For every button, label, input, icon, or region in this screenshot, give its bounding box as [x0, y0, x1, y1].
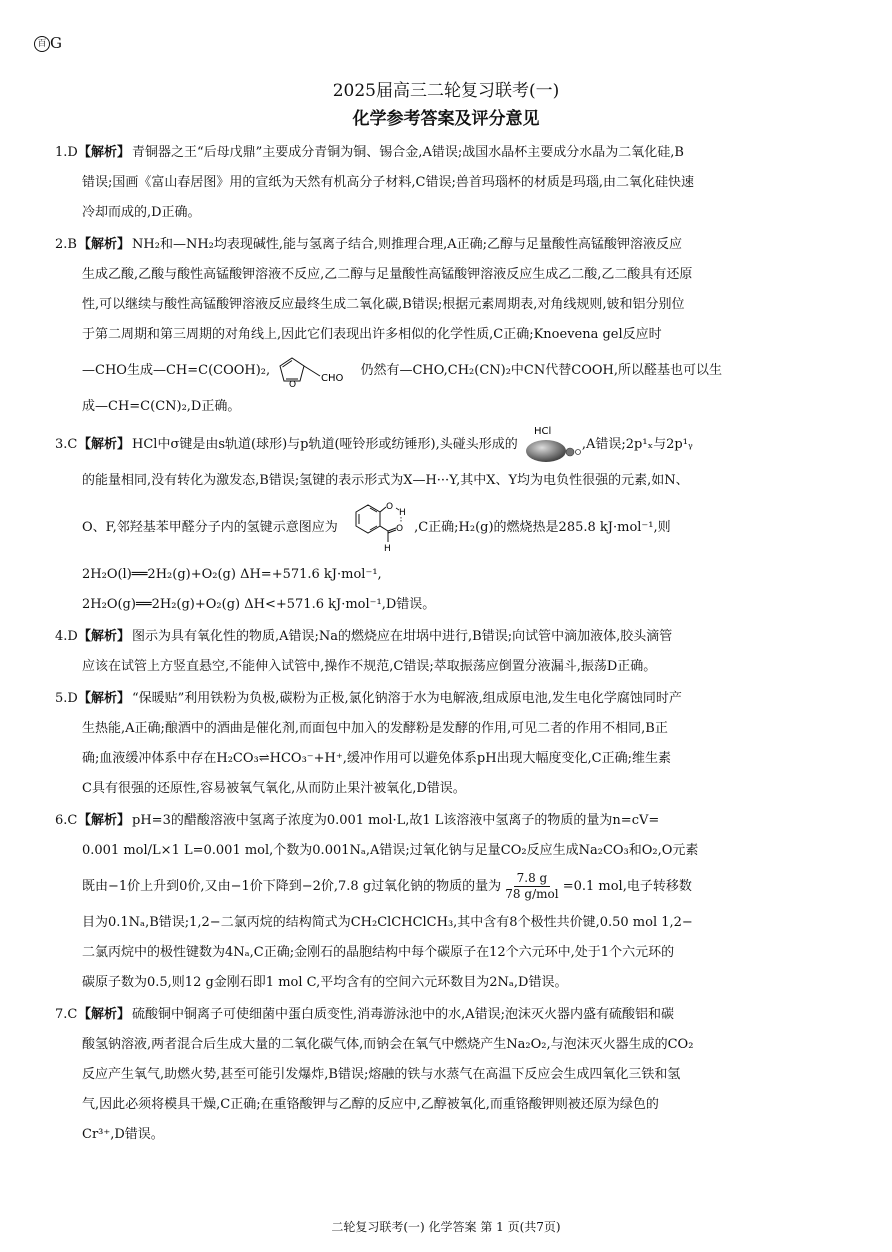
salicylaldehyde-hbond-image [342, 498, 410, 558]
text-line: O、F,邻羟基苯甲醛分子内的氢键示意图应为 [82, 520, 338, 535]
text-line: pH=3的醋酸溶液中氢离子浓度为0.001 mol·L,故1 L该溶液中氢离子的物质的量为n=cV= [132, 813, 660, 828]
question-6 [55, 806, 820, 998]
text-line: 反应产生氧气,助燃火势,甚至可能引发爆炸,B错误;熔融的铁与水蒸气在高温下反应会生成四氧化三铁和氢 [82, 1067, 681, 1082]
doc-subtitle: 化学参考答案及评分意见 [352, 109, 540, 129]
text-line: 酸氢钠溶液,两者混合后生成大量的二氧化碳气体,而钠会在氧气中燃烧产生Na₂O₂,与泡沫灭火器生成的CO₂ [82, 1037, 694, 1052]
text-line: ,A错误;2p¹ₓ与2p¹ᵧ [581, 437, 693, 452]
text-line: 确;血液缓冲体系中存在H₂CO₃⇌HCO₃⁻+H⁺,缓冲作用可以避免体系pH出现大幅度变化,C正确;维生素 [82, 751, 671, 766]
analysis-tag: 【解析】 [78, 237, 131, 252]
hcl-orbital-image [522, 425, 582, 465]
text-line: 0.001 mol/L×1 L=0.001 mol,个数为0.001Nₐ,A错误;过氧化钠与足量CO₂反应生成Na₂CO₃和O₂,O元素 [82, 843, 699, 858]
logo-mark: 百 [34, 36, 50, 52]
equation-line: 2H₂O(g)══2H₂(g)+O₂(g) ΔH<+571.6 kJ·mol⁻¹,D错误。 [82, 597, 436, 612]
question-number: 2.B [55, 237, 77, 252]
text-line: —CHO生成—CH=C(COOH)₂, [82, 363, 271, 378]
text-line: 生热能,A正确;酿酒中的酒曲是催化剂,而面包中加入的发酵粉是发酵的作用,可见二者的作用不相同,B正 [82, 721, 668, 736]
analysis-tag: 【解析】 [78, 691, 131, 706]
question-number: 1.D [55, 145, 78, 160]
analysis-tag: 【解析】 [78, 145, 131, 160]
text-line: 错误;国画《富山春居图》用的宣纸为天然有机高分子材料,C错误;兽首玛瑙杯的材质是玛瑙,由二氧化硅快速 [82, 175, 694, 190]
text-line: 二氯丙烷中的极性键数为4Nₐ,C正确;金刚石的晶胞结构中每个碳原子在12个六元环中,处于1个六元环的 [82, 945, 675, 960]
text-line: 仍然有—CHO,CH₂(CN)₂中CN代替COOH,所以醛基也可以生 [360, 363, 722, 378]
text-line: 气,因此必须将模具干燥,C正确;在重铬酸钾与乙醇的反应中,乙醇被氧化,而重铬酸钾则被还原为绿色的 [82, 1097, 659, 1112]
text-line: 性,可以继续与酸性高锰酸钾溶液反应最终生成二氧化碳,B错误;根据元素周期表,对角线规则,铍和铝分别位 [82, 297, 685, 312]
text-line: Cr³⁺,D错误。 [82, 1127, 164, 1142]
fraction-numerator: 7.8 g [514, 871, 551, 887]
fraction [505, 871, 558, 902]
text-line: 碳原子数为0.5,则12 g金刚石即1 mol C,平均含有的空间六元环数目为2Nₐ,D错误。 [82, 975, 568, 990]
svg-text:O: O [289, 379, 297, 388]
svg-text:O: O [395, 523, 404, 534]
equation-line: 2H₂O(l)══2H₂(g)+O₂(g) ΔH=+571.6 kJ·mol⁻¹, [82, 567, 382, 582]
text-line: 应该在试管上方竖直悬空,不能伸入试管中,操作不规范,C错误;萃取振荡应倒置分液漏斗,振荡D正确。 [82, 659, 657, 674]
text-line: 于第二周期和第三周期的对角线上,因此它们表现出许多相似的化学性质,C正确;Knoevena gel反应时 [82, 327, 662, 342]
question-number: 7.C [55, 1007, 78, 1022]
publisher-logo [34, 34, 62, 52]
question-4 [55, 622, 820, 682]
question-3 [55, 424, 820, 620]
text-line: NH₂和—NH₂均表现碱性,能与氢离子结合,则推理合理,A正确;乙醇与足量酸性高锰酸钾溶液反应 [132, 237, 683, 252]
svg-text:H: H [383, 543, 391, 554]
svg-text:O: O [385, 501, 394, 512]
fraction-denominator: 78 g/mol [505, 887, 559, 901]
text-line: =0.1 mol,电子转移数 [562, 879, 692, 894]
text-line: 冷却而成的,D正确。 [82, 205, 201, 220]
question-1 [55, 138, 820, 228]
text-line: 硫酸铜中铜离子可使细菌中蛋白质变性,消毒游泳池中的水,A错误;泡沫灭火器内盛有硫酸铝和碳 [132, 1007, 675, 1022]
analysis-tag: 【解析】 [78, 629, 131, 644]
svg-text:CHO: CHO [321, 372, 344, 384]
text-line: 生成乙酸,乙酸与酸性高锰酸钾溶液不反应,乙二醇与足量酸性高锰酸钾溶液反应生成乙二酸,乙二酸具有还原 [82, 267, 693, 282]
doc-title: 2025届高三二轮复习联考(一) [332, 81, 560, 101]
logo-letter: G [50, 34, 62, 52]
question-number: 4.D [55, 629, 78, 644]
question-number: 3.C [55, 437, 78, 452]
text-line: “保暖贴”利用铁粉为负极,碳粉为正极,氯化钠溶于水为电解液,组成原电池,发生电化学腐蚀同时产 [132, 691, 682, 706]
question-number: 6.C [55, 813, 78, 828]
text-line: HCl中σ键是由s轨道(球形)与p轨道(哑铃形或纺锤形),头碰头形成的 [132, 437, 518, 452]
answer-content [55, 138, 820, 1152]
text-line: 既由−1价上升到0价,又由−1价下降到−2价,7.8 g过氧化钠的物质的量为 [82, 879, 502, 894]
text-line: 成—CH=C(CN)₂,D正确。 [82, 399, 241, 414]
analysis-tag: 【解析】 [78, 813, 131, 828]
text-line: 目为0.1Nₐ,B错误;1,2−二氯丙烷的结构简式为CH₂ClCHClCH₃,其中含有8个极性共价键,0.50 mol 1,2− [82, 915, 693, 930]
text-line: 青铜器之王“后母戊鼎”主要成分青铜为铜、锡合金,A错误;战国水晶杯主要成分水晶为二氧化硅,B [132, 145, 684, 160]
text-line: ,C正确;H₂(g)的燃烧热是285.8 kJ·mol⁻¹,则 [414, 520, 671, 535]
svg-text:H: H [398, 507, 406, 518]
question-2 [55, 230, 820, 422]
question-5 [55, 684, 820, 804]
analysis-tag: 【解析】 [78, 437, 131, 452]
furfural-structure-image [274, 354, 356, 388]
svg-text:HCl: HCl [533, 425, 552, 437]
question-number: 5.D [55, 691, 78, 706]
text-line: C具有很强的还原性,容易被氧气氧化,从而防止果汁被氧化,D错误。 [82, 781, 466, 796]
text-line: 图示为具有氧化性的物质,A错误;Na的燃烧应在坩埚中进行,B错误;向试管中滴加液体,胶头滴管 [132, 629, 673, 644]
question-7 [55, 1000, 820, 1150]
page-footer: 二轮复习联考(一) 化学答案 第 1 页(共7页) [331, 1220, 561, 1234]
text-line: 的能量相同,没有转化为激发态,B错误;氢键的表示形式为X—H···Y,其中X、Y均为电负性很强的元素,如N、 [82, 473, 689, 488]
analysis-tag: 【解析】 [78, 1007, 131, 1022]
